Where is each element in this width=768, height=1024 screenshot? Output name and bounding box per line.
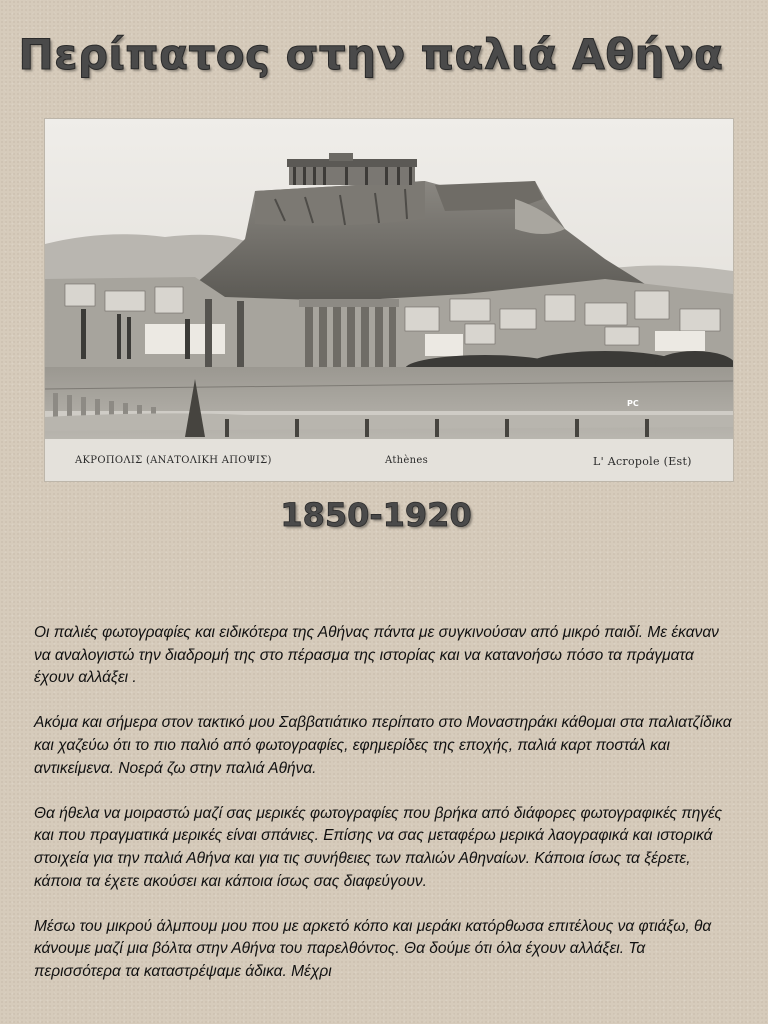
paragraph-2: Ακόμα και σήμερα στον τακτικό μου Σαββατιάτικο περίπατο στο Μοναστηράκι κάθομαι στα παλιατζίδικα και χαζεύω ότι το πιο παλιό από φωτογραφίες, εφημερίδες της εποχής, παλιά καρτ ποστάλ και αντικείμενα. Νοερά ζω στην παλιά Αθήνα. xyxy=(34,714,732,777)
acropolis-photo-drawing xyxy=(45,119,733,481)
paragraph-3: Θα ήθελα να μοιραστώ μαζί σας μερικές φωτογραφίες που βρήκα από διάφορες φωτογραφικές πηγές και που πραγματικά μερικές είναι σπάνιες. Επίσης να σας μεταφέρω μερικά λαογραφικά και ιστορικά στοιχεία για την παλιά Αθήνα και για τις συνήθειες των παλιών Αθηναίων. Κάποια ίσως τα ξέρετε, κάποια τα έχετε ακούσει και κάποια ίσως σας διαφεύγουν. xyxy=(34,804,722,890)
photo-caption-center: Athènes xyxy=(385,455,429,466)
photo-publisher-mark: PC xyxy=(627,399,639,408)
year-range: 1850-1920 xyxy=(280,496,472,534)
paragraph-1: Οι παλιές φωτογραφίες και ειδικότερα της Αθήνας πάντα με συγκινούσαν από μικρό παιδί. Με έκαναν να αναλογιστώ την διαδρομή της στο πέρασμα της ιστορίας και να κατανοήσω πόσο τα πράγματα έχουν αλλάξει . xyxy=(34,624,719,687)
acropolis-photo xyxy=(45,119,733,481)
body-text xyxy=(34,622,734,1006)
photo-caption-left: ΑΚΡΟΠΟΛΙΣ (ΑΝΑΤΟΛΙΚΗ ΑΠΟΨΙΣ) xyxy=(75,455,272,466)
slide-title: Περίπατος στην παλιά Αθήνα xyxy=(18,30,724,79)
paragraph-4: Μέσω του μικρού άλμπουμ μου που με αρκετό κόπο και μεράκι κατόρθωσα επιτέλους να φτιάξω, θα κάνουμε μαζί μια βόλτα στην Αθήνα του παρελθόντος. Θα δούμε ότι όλα έχουν αλλάξει. Τα περισσότερα τα καταστρέψαμε άδικα. Μέχρι xyxy=(34,917,712,980)
photo-caption-right: L' Acropole (Est) xyxy=(593,455,692,468)
